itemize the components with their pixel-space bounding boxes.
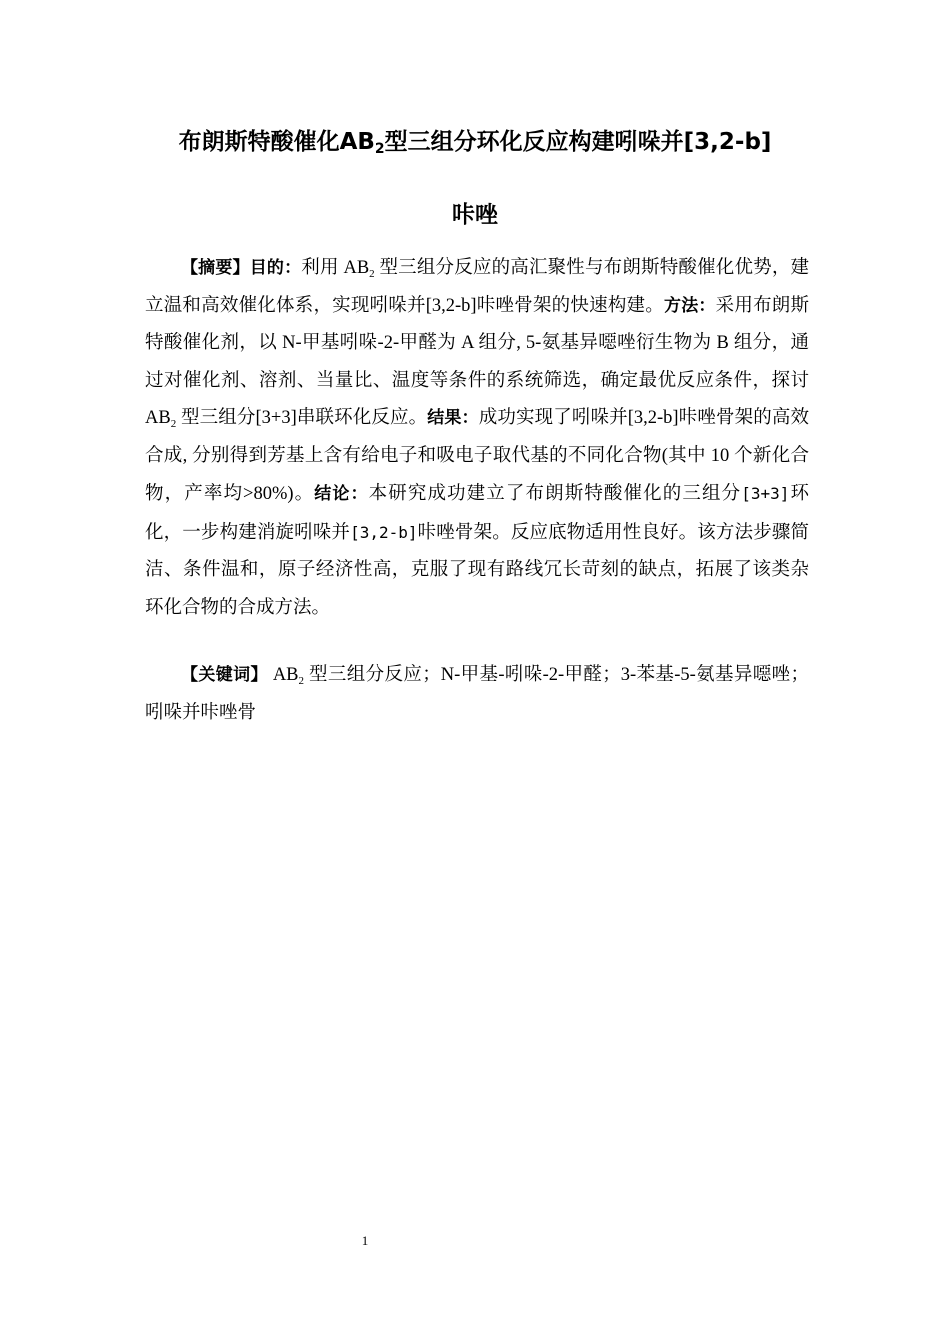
keywords-text: AB [267, 665, 299, 685]
conclusion-mono-1: [3+3] [741, 484, 790, 503]
keywords-subscript: 2 [298, 675, 305, 687]
methods-subscript: 2 [170, 418, 177, 430]
results-label: 结果： [427, 408, 479, 428]
document-title-line-2: 咔唑 [452, 202, 498, 228]
objective-text: 利用 AB [301, 258, 370, 278]
results-text: 成功实现了吲哚并[3,2-b]咔唑骨架的高效合成, 分别得到芳基上含有给电子和吸电子取代基的不同化合物(其中 10 个新化合物，产率均>80%)。 [145, 408, 810, 504]
title-subscript: 2 [374, 141, 385, 157]
title-text-part-1: 布朗斯特酸催化AB [178, 129, 375, 155]
abstract-heading: 【摘要】 [181, 258, 250, 278]
conclusion-text: 本研究成功建立了布朗斯特酸催化的三组分 [368, 484, 742, 504]
conclusion-text-2: 环化，一步构建消旋吲哚并 [145, 484, 809, 543]
methods-text-cont: 型三组分[3+3]串联环化反应。 [176, 408, 428, 428]
keywords-heading: 【关键词】 [181, 665, 268, 685]
objective-subscript: 2 [369, 268, 375, 280]
objective-label: 目的： [249, 258, 302, 278]
abstract-paragraph [145, 250, 809, 627]
document-title-line-1 [0, 127, 950, 157]
methods-text: 采用布朗斯特酸催化剂，以 N-甲基吲哚-2-甲醛为 A 组分, 5-氨基异噁唑衍生物为 B 组分，通过对催化剂、溶剂、当量比、温度等条件的系统筛选，确定最优反应条件，探讨 AB [145, 295, 810, 428]
keywords-paragraph [145, 657, 809, 732]
conclusion-mono-2: [3,2-b] [350, 522, 418, 542]
page-number: 1 [361, 1233, 369, 1248]
keywords-text-cont: 型三组分反应；N-甲基-吲哚-2-甲醛；3-苯基-5-氨基异噁唑；吲哚并咔唑骨 [145, 665, 810, 723]
conclusion-text-3: 咔唑骨架。反应底物适用性良好。该方法步骤简洁、条件温和，原子经济性高，克服了现有路线冗长苛刻的缺点，拓展了该类杂环化合物的合成方法。 [145, 522, 809, 618]
conclusion-label: 结论： [314, 484, 369, 504]
methods-label: 方法： [663, 295, 716, 316]
title-text-part-2: 型三组分环化反应构建吲哚并[3,2-b] [384, 129, 772, 155]
objective-text-cont: 型三组分反应的高汇聚性与布朗斯特酸催化优势，建立温和高效催化体系，实现吲哚并[3,2-b]咔唑骨架的快速构建。 [145, 258, 810, 316]
